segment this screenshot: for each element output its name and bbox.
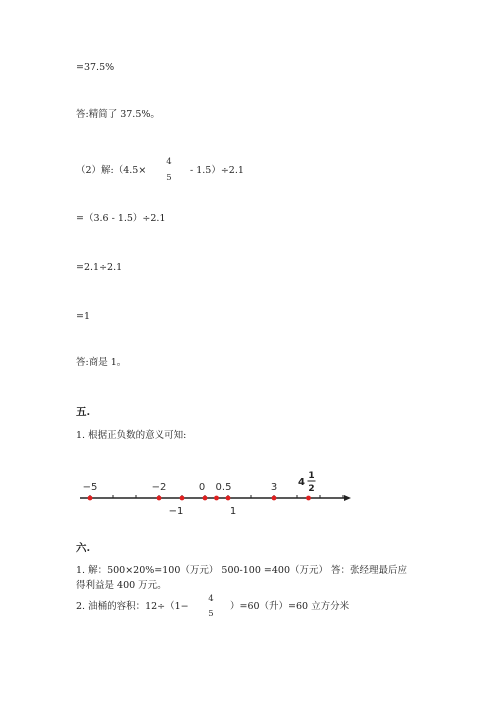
number-line-label-below: −1 [168,506,184,517]
section-five-heading: 五. [76,406,91,418]
item-1-line-1: 1. 解：500×20%=100（万元） 500-100 =400（万元） 答：张经理最后应 [76,565,408,576]
mixed-number-denominator: 2 [308,484,315,494]
item-2-fraction-numerator: 4 [208,594,214,604]
answer-line-2: 答:商是 1。 [76,357,127,368]
step-line-4: =1 [76,311,91,322]
number-line-label-above: 0.5 [215,482,232,493]
q2-line [76,165,146,177]
item-2-prefix: 2. 油桶的容积：12÷（1− [76,601,189,612]
mixed-number-whole: 4 [298,477,305,488]
number-line-arrow-icon [344,495,351,501]
answer-line-1: 答:精简了 37.5%。 [76,109,160,120]
item-2-suffix: ）=60（升）=60 立方分米 [230,601,350,612]
q2-fraction-numerator: 4 [166,157,172,167]
mixed-number-numerator: 1 [308,471,315,481]
number-line-point [226,496,231,501]
number-line-label-above: 3 [270,482,278,493]
number-line-label-below: 1 [229,506,237,517]
q2-fraction-denominator: 5 [166,173,172,183]
number-line-label-above: −5 [82,482,98,493]
number-line-label-above: −2 [151,482,167,493]
section-six-heading: 六. [76,542,91,554]
number-line-point [203,496,208,501]
number-line-point [157,496,162,501]
step-line-3: =2.1÷2.1 [76,262,123,273]
number-line-diagram [0,462,500,522]
q2-suffix: - 1.5）÷2.1 [190,165,244,176]
q2-prefix: （2）解:（4.5× [76,165,147,176]
item-2-fraction-denominator: 5 [208,609,214,619]
section-five-intro: 1. 根据正负数的意义可知: [76,430,187,441]
number-line-point [214,496,219,501]
number-line-point [306,496,311,501]
number-line-point [272,496,277,501]
item-2-line [76,601,189,613]
calc-line-37-5: =37.5% [76,62,115,73]
number-line-point [88,496,93,501]
step-line-2: =（3.6 - 1.5）÷2.1 [76,213,166,224]
number-line-point [180,496,185,501]
item-1-line-2: 得利益是 400 万元。 [76,580,167,591]
number-line-label-above: 0 [198,482,206,493]
